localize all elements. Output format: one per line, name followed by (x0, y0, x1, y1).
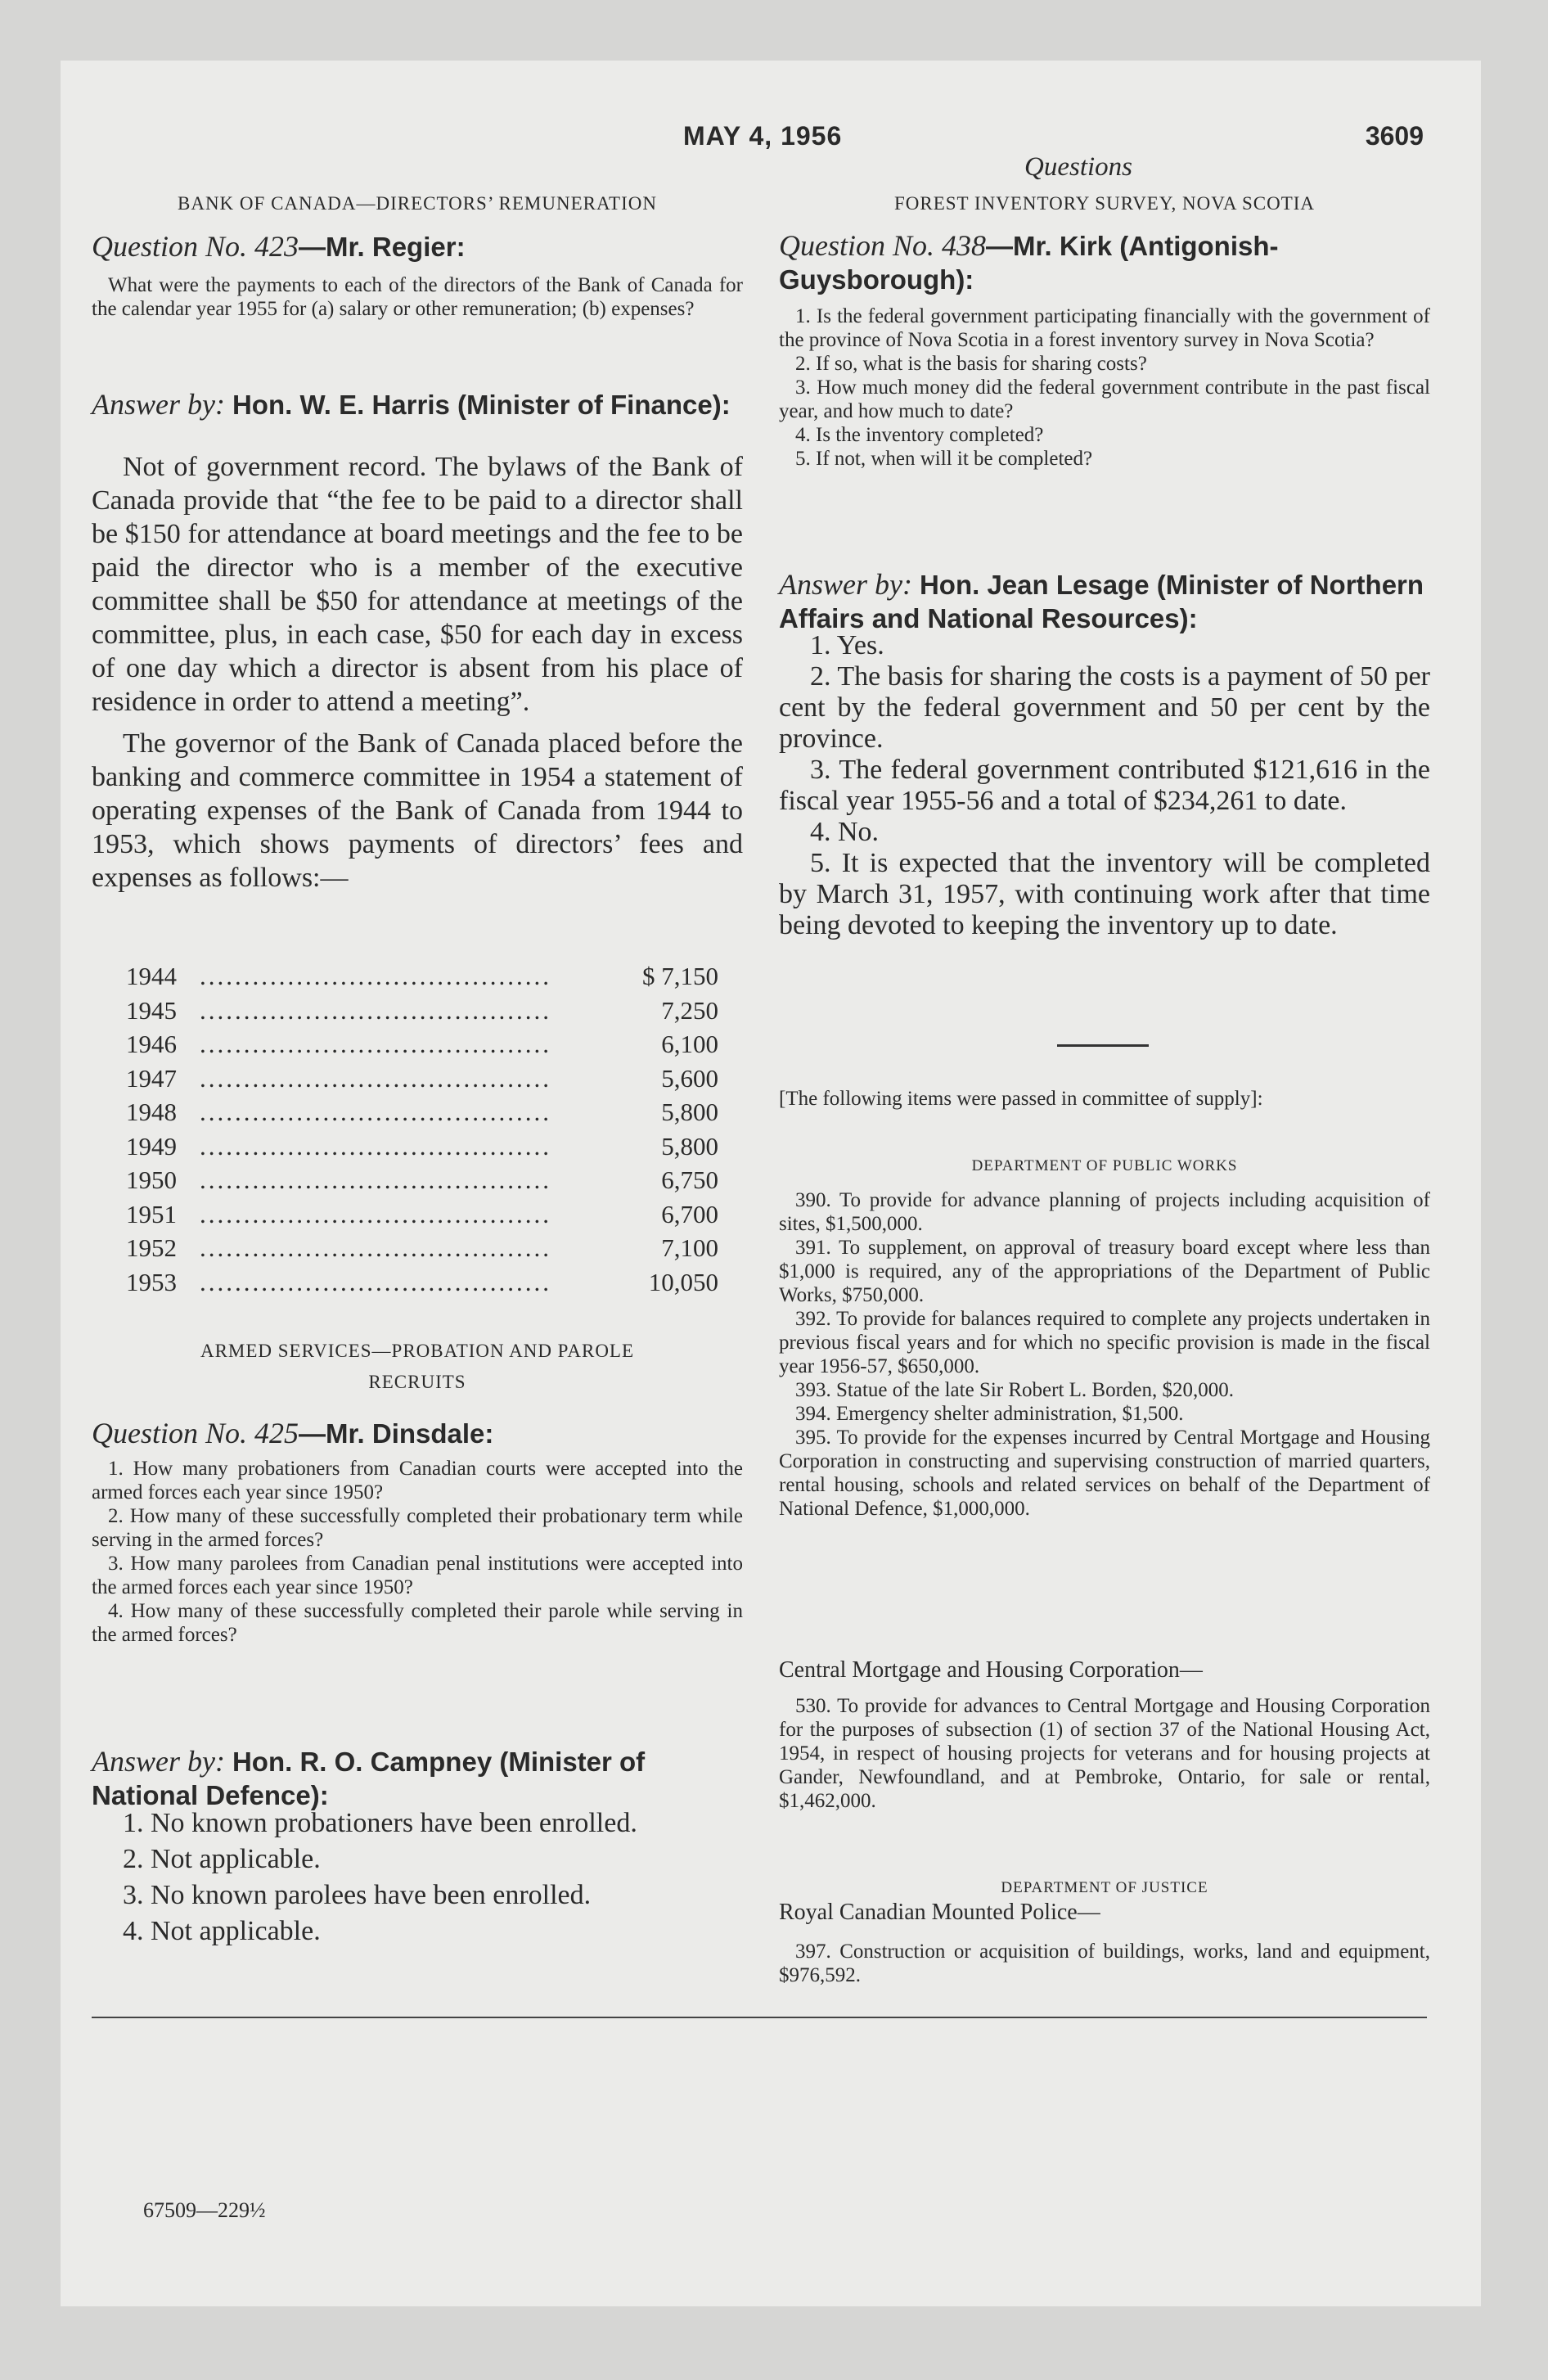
fee-year: 1944 (126, 962, 177, 990)
fee-row (126, 1129, 718, 1164)
question-item: 2. How many of these successfully completed their probationary term while serving in the armed forces? (92, 1505, 743, 1551)
answer-438-body (779, 630, 1430, 941)
answer-by-label: Answer by: (779, 568, 912, 601)
question-item: 1. How many probationers from Canadian courts were accepted into the armed forces each year since 1950? (92, 1458, 743, 1503)
answerer: Hon. Jean Lesage (Minister of Northern Affairs and National Resources): (779, 570, 1424, 633)
leader-dots: ........................................ (200, 1030, 551, 1058)
fee-amount: 7,100 (661, 1233, 718, 1262)
fee-amount: 5,800 (661, 1131, 718, 1161)
question-label: Question No. 438 (779, 229, 987, 262)
fees-table (92, 959, 743, 1299)
supply-item: 393. Statue of the late Sir Robert L. Borden, $20,000. (795, 1379, 1235, 1401)
running-title: Questions (1024, 152, 1132, 182)
leader-dots: ........................................ (200, 1063, 551, 1093)
leader-dots: ........................................ (200, 1098, 551, 1126)
fee-year: 1950 (126, 1165, 177, 1194)
answer-by-label: Answer by: (92, 388, 225, 421)
public-works-items (779, 1188, 1430, 1521)
page-bottom-rule (92, 2017, 1427, 2018)
fee-amount: 5,800 (661, 1098, 718, 1126)
section-title-armed (92, 1336, 743, 1398)
fee-row (126, 1163, 718, 1197)
fee-amount: $ 7,150 (642, 962, 718, 990)
answer-item: 4. Not applicable. (123, 1916, 321, 1946)
question-label: Question No. 423 (92, 230, 299, 263)
supply-item: 530. To provide for advances to Central Mortgage and Housing Corporation for the purposes of subsection (1) of section 37 of the National Housing Act, 1954, in respect of housing projects for veterans and for housing projects at Gander, Newfoundland, and at Pembroke, Ontario, for sale or rental, $1,462,000. (779, 1695, 1430, 1812)
leader-dots: ........................................ (200, 1131, 551, 1161)
answer-item: 1. No known probationers have been enrolled. (123, 1808, 637, 1838)
fee-row (126, 994, 718, 1028)
question-438-text (779, 304, 1430, 471)
answer-item: 3. The federal government contributed $121,616 in the fiscal year 1955-56 and a total of $234,261 to date. (779, 755, 1430, 816)
leader-dots: ........................................ (200, 962, 551, 990)
answer-item: 2. Not applicable. (123, 1844, 321, 1874)
page-header (683, 121, 1424, 154)
fee-row (126, 1231, 718, 1265)
leader-dots: ........................................ (200, 1267, 551, 1296)
answer-item: 4. No. (810, 817, 880, 847)
answerer: Hon. W. E. Harris (Minister of Finance): (232, 390, 731, 420)
question-item: 3. How many parolees from Canadian penal institutions were accepted into the armed forces each year since 1950? (92, 1553, 743, 1598)
question-item: 2. If so, what is the basis for sharing costs? (795, 353, 1147, 375)
answer-423-body (92, 450, 743, 895)
leader-dots: ........................................ (200, 1199, 551, 1228)
fee-year: 1951 (126, 1199, 177, 1228)
fee-row (126, 1265, 718, 1300)
fee-year: 1945 (126, 995, 177, 1025)
fee-year: 1949 (126, 1131, 177, 1161)
section-divider (1057, 1044, 1149, 1047)
fee-amount: 7,250 (661, 995, 718, 1025)
question-asker: —Mr. Kirk (Antigonish-Guysborough): (779, 231, 1279, 295)
answer-425-heading (92, 1745, 743, 1812)
header-date: MAY 4, 1956 (683, 121, 843, 151)
fee-amount: 5,600 (661, 1063, 718, 1093)
rcmp-items (779, 1940, 1430, 1987)
fee-row (126, 959, 718, 994)
section-title-forest: FOREST INVENTORY SURVEY, NOVA SCOTIA (893, 193, 1316, 214)
fee-row (126, 1027, 718, 1062)
fee-row (126, 1062, 718, 1096)
leader-dots: ........................................ (200, 995, 551, 1025)
fee-year: 1948 (126, 1098, 177, 1126)
question-425-text (92, 1457, 743, 1647)
answer-item: 2. The basis for sharing the costs is a payment of 50 per cent by the federal government and 50 per cent by the province. (779, 661, 1430, 754)
fee-year: 1946 (126, 1030, 177, 1058)
cmhc-items (779, 1694, 1430, 1813)
supply-item: 391. To supplement, on approval of treasury board except where less than $1,000 is required, any of the appropriations of the Department of Public Works, $750,000. (779, 1237, 1430, 1306)
answer-438-heading (779, 568, 1430, 635)
dept-justice-title: DEPARTMENT OF JUSTICE (1001, 1879, 1208, 1896)
fee-row (126, 1095, 718, 1129)
answer-423-heading (92, 388, 743, 421)
leader-dots: ........................................ (200, 1233, 551, 1262)
rcmp-heading: Royal Canadian Mounted Police— (779, 1900, 1100, 1925)
fee-amount: 10,050 (648, 1267, 718, 1296)
supply-intro-text: [The following items were passed in committee of supply]: (779, 1088, 1263, 1110)
footer-printer-id: 67509—229½ (143, 2198, 266, 2222)
question-text: What were the payments to each of the directors of the Bank of Canada for the calendar year 1955 for (a) salary or other remuneration; (b) expenses? (92, 274, 743, 320)
section-title-bank: BANK OF CANADA—DIRECTORS’ REMUNERATION (178, 193, 657, 214)
question-item: 4. Is the inventory completed? (795, 424, 1044, 446)
fee-amount: 6,100 (661, 1030, 718, 1058)
fee-year: 1952 (126, 1233, 177, 1262)
supply-item: 390. To provide for advance planning of projects including acquisition of sites, $1,500,000. (779, 1189, 1430, 1235)
question-423-heading (92, 229, 743, 264)
question-label: Question No. 425 (92, 1417, 299, 1449)
question-423-text (92, 273, 743, 321)
answer-item: 3. No known parolees have been enrolled. (123, 1880, 592, 1910)
answer-item: 5. It is expected that the inventory will be completed by March 31, 1957, with continuing work after that time being devoted to keeping the inventory up to date. (779, 848, 1430, 940)
answerer: Hon. R. O. Campney (Minister of National Defence): (92, 1747, 646, 1810)
section-title-line: ARMED SERVICES—PROBATION AND PAROLE (200, 1341, 635, 1361)
answer-paragraph-1: Not of government record. The bylaws of the Bank of Canada provide that “the fee to be paid to a director shall be $150 for attendance at board meetings and the fee to be paid the director who is a member of the executive committee shall be $50 for attendance at meetings of the committee, plus, in each case, $50 for each day in excess of one day which a director is absent from his place of residence in order to attend a meeting”. (92, 452, 743, 717)
question-item: 4. How many of these successfully completed their parole while serving in the armed forces? (92, 1600, 743, 1646)
page-number: 3609 (1365, 121, 1424, 151)
supply-intro (779, 1087, 1430, 1111)
question-425-heading (92, 1416, 743, 1451)
question-item: 5. If not, when will it be completed? (795, 448, 1093, 470)
answer-item: 1. Yes. (810, 630, 884, 660)
supply-item: 397. Construction or acquisition of buildings, works, land and equipment, $976,592. (779, 1941, 1430, 1986)
answer-by-label: Answer by: (92, 1745, 225, 1778)
fee-row (126, 1197, 718, 1232)
question-asker: —Mr. Dinsdale: (299, 1418, 494, 1449)
fee-amount: 6,700 (661, 1199, 718, 1228)
question-item: 1. Is the federal government participating financially with the government of the province of Nova Scotia in a forest inventory survey in Nova Scotia? (779, 305, 1430, 351)
dept-public-works-title: DEPARTMENT OF PUBLIC WORKS (971, 1157, 1238, 1174)
section-title-line: RECRUITS (368, 1372, 466, 1392)
question-asker: —Mr. Regier: (299, 232, 466, 262)
supply-item: 392. To provide for balances required to complete any projects undertaken in previous fiscal years and for which no specific provision is made in the fiscal year 1956-57, $650,000. (779, 1308, 1430, 1377)
question-item: 3. How much money did the federal government contribute in the past fiscal year, and how much to date? (779, 376, 1430, 422)
supply-item: 395. To provide for the expenses incurred by Central Mortgage and Housing Corporation in constructing and supervising construction of married quarters, rental housing, schools and related services on behalf of the Department of National Defence, $1,000,000. (779, 1427, 1430, 1520)
answer-425-body (92, 1805, 743, 1950)
question-438-heading (779, 229, 1430, 296)
fee-amount: 6,750 (661, 1165, 718, 1194)
cmhc-heading: Central Mortgage and Housing Corporation— (779, 1657, 1203, 1683)
fee-year: 1953 (126, 1267, 177, 1296)
supply-item: 394. Emergency shelter administration, $1,500. (795, 1403, 1184, 1425)
fee-year: 1947 (126, 1063, 177, 1093)
answer-paragraph-2: The governor of the Bank of Canada placed before the banking and commerce committee in 1954 a statement of operating expenses of the Bank of Canada from 1944 to 1953, which shows payments of directors’ fees and expenses as follows:— (92, 728, 743, 893)
leader-dots: ........................................ (200, 1165, 551, 1194)
